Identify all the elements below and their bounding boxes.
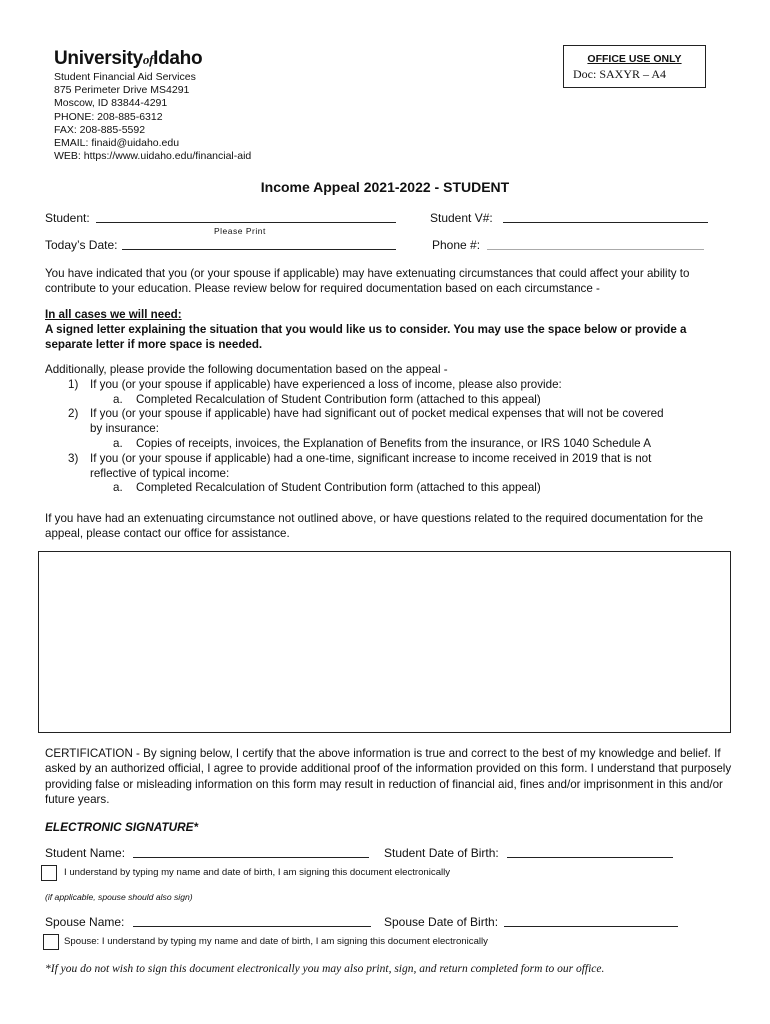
list-item: 3) If you (or your spouse if applicable) had a one-time, significant increase to income received in 2019 that is not (68, 451, 652, 465)
address-line: 875 Perimeter Drive MS4291 (54, 84, 190, 97)
certification-text: CERTIFICATION - By signing below, I certify that the above information is true and correct to the best of my knowledge and belief. If asked by an authorized official, I agree to provide additional proof of the information provided on this form. I understand that purposely providing false or misleading information on this form may result in reduction of financial aid, fines and/or imprisonment in this and/or future years. (45, 747, 732, 807)
phone-line: PHONE: 208-885-6312 (54, 110, 163, 123)
all-cases-text: A signed letter explaining the situation that you would like us to consider. You may use the space below or provide a separate letter if more space is needed. (45, 323, 687, 351)
documentation-list (45, 363, 735, 496)
additionally-text: Additionally, please provide the following documentation based on the appeal - (45, 363, 448, 376)
todays-date-label: Today’s Date: (45, 238, 118, 252)
intro-paragraph: You have indicated that you (or your spouse if applicable) may have extenuating circumstances that could affect your ability to contribute to your education. Please review below for required documentation based on each circumstance - (45, 267, 690, 295)
contact-note: If you have had an extenuating circumstance not outlined above, or have questions related to the required documentation for the appeal, please contact our office for assistance. (45, 512, 704, 540)
student-v-label: Student V#: (430, 211, 493, 225)
web-line: WEB: https://www.uidaho.edu/financial-aid (54, 150, 252, 163)
spouse-name-label: Spouse Name: (45, 915, 125, 929)
student-label: Student: (45, 211, 90, 225)
office-use-title: OFFICE USE ONLY (587, 53, 682, 65)
address-line: Moscow, ID 83844-4291 (54, 97, 168, 110)
student-esign-ack: I understand by typing my name and date of birth, I am signing this document electronically (64, 867, 451, 878)
todays-date-field[interactable] (122, 249, 396, 250)
student-dob-field[interactable] (507, 857, 673, 858)
list-item: 1) If you (or your spouse if applicable) have experienced a loss of income, please also provide: (68, 377, 562, 391)
doc-code: Doc: SAXYR – A4 (573, 67, 667, 81)
university-logo: UniversityofIdaho (54, 48, 203, 69)
list-item-continued: by insurance: (90, 422, 159, 436)
phone-label: Phone #: (432, 238, 481, 252)
footnote: *If you do not wish to sign this document electronically you may also print, sign, and return completed form to our office. (45, 963, 605, 975)
spouse-dob-label: Spouse Date of Birth: (384, 915, 499, 929)
list-item: 2) If you (or your spouse if applicable) have had significant out of pocket medical expenses that will not be covered (68, 407, 664, 421)
esig-heading: ELECTRONIC SIGNATURE* (45, 820, 199, 834)
student-esign-checkbox[interactable] (41, 865, 57, 881)
sub-list-item: a. Completed Recalculation of Student Contribution form (attached to this appeal) (113, 392, 541, 406)
phone-field[interactable] (487, 249, 704, 250)
office-address (54, 71, 251, 163)
student-name-field[interactable] (96, 222, 396, 223)
address-line: Student Financial Aid Services (54, 71, 196, 83)
if-applicable-note: (if applicable, spouse should also sign) (45, 892, 193, 902)
student-v-field[interactable] (503, 222, 708, 223)
student-signature-name-field[interactable] (133, 857, 369, 858)
sub-list-item: a. Completed Recalculation of Student Contribution form (attached to this appeal) (113, 481, 541, 495)
form-title: Income Appeal 2021-2022 - STUDENT (260, 179, 510, 195)
please-print-hint: Please Print (214, 226, 266, 236)
student-dob-label: Student Date of Birth: (384, 846, 499, 860)
list-item-continued: reflective of typical income: (90, 466, 230, 480)
student-name-label: Student Name: (45, 846, 126, 860)
sub-list-item: a. Copies of receipts, invoices, the Explanation of Benefits from the insurance, or IRS 1040 Schedule A (113, 436, 651, 450)
explanation-textbox[interactable] (38, 551, 731, 733)
spouse-esign-checkbox[interactable] (43, 934, 59, 950)
spouse-dob-field[interactable] (504, 926, 678, 927)
spouse-signature-name-field[interactable] (133, 926, 371, 927)
all-cases-heading: In all cases we will need: (45, 308, 182, 321)
email-line: EMAIL: finaid@uidaho.edu (54, 137, 180, 150)
office-use-box (563, 45, 706, 88)
spouse-esign-ack: Spouse: I understand by typing my name and date of birth, I am signing this document electronically (64, 936, 488, 947)
fax-line: FAX: 208-885-5592 (54, 123, 146, 136)
